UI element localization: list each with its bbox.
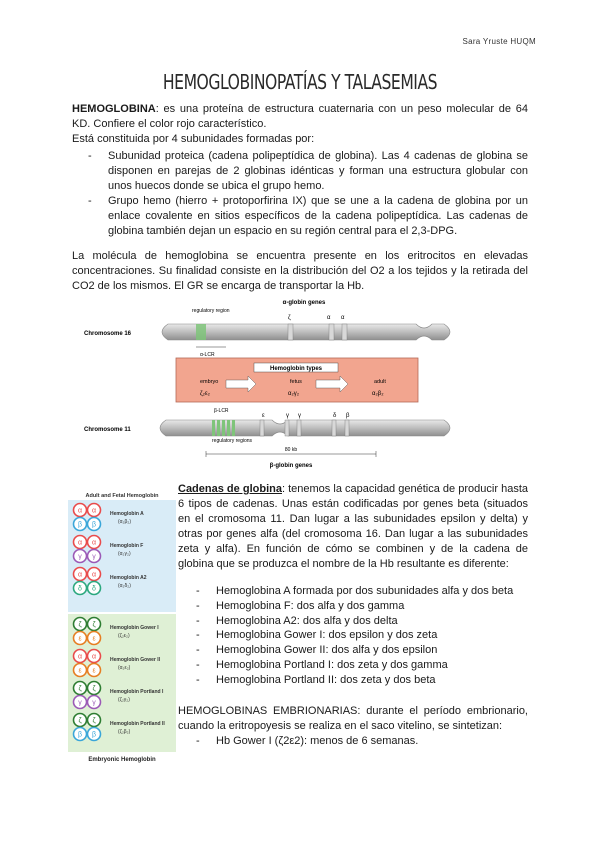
fetus-formula: α₂γ₂ (288, 391, 300, 397)
globin-subunit-symbol: δ (92, 585, 96, 593)
globin-subunit-symbol: δ (78, 585, 82, 593)
bullet-dash: - (196, 614, 200, 627)
embryo-label: embryo (200, 379, 219, 385)
globin-subunit-symbol: ζ (92, 621, 96, 629)
globin-genes-figure (76, 296, 526, 471)
adult-label: adult (374, 379, 386, 385)
alpha2-gene-label: α (327, 315, 331, 321)
bullet-dash: - (88, 150, 92, 162)
hemoglobin-formula: (α₂δ₂) (118, 583, 131, 589)
globin-subunit-symbol: α (77, 571, 83, 579)
list-item-text: Hemoglobina Gower I: dos epsilon y dos zeta (216, 629, 438, 642)
globin-subunit-symbol: γ (78, 553, 82, 561)
hemoglobin-types-box (176, 358, 418, 402)
subunit-list (88, 149, 528, 239)
alpha1-gene-label: α (341, 315, 345, 321)
hemoglobin-formula: (ζ₂β₂) (118, 729, 131, 735)
kb-label: 80 kb (284, 447, 298, 453)
author-name: Sara Yruste HUQM (462, 37, 536, 46)
hemoglobin-composition-figure (68, 488, 176, 764)
list-item-text: Hemoglobina Portland II: dos zeta y dos beta (216, 673, 436, 686)
globin-subunit-symbol: α (77, 539, 83, 547)
bullet-dash: - (196, 585, 200, 597)
embryo-formula: ζ₂ε₂ (200, 391, 210, 397)
globin-subunit-symbol: ζ (92, 685, 96, 693)
globin-subunit-symbol: β (77, 731, 83, 739)
list-item-text: Hb Gower I (ζ2ε2): menos de 6 semanas. (216, 735, 419, 747)
page-title: HEMOGLOBINOPATÍAS Y TALASEMIAS (162, 70, 438, 94)
hemoglobin-formula: (ζ₂ε₂) (118, 633, 130, 639)
alpha-genes-label: α-globin genes (282, 300, 326, 306)
embryonic-paragraph: HEMOGLOBINAS EMBRIONARIAS: durante el período embrionario, cuando la eritropoyesis se realiza en el saco vitelino, se sintetizan: (178, 705, 528, 732)
beta-genes-label: β-globin genes (269, 463, 313, 469)
list-item (196, 628, 526, 643)
hemoglobina-term: HEMOGLOBINA (72, 103, 156, 115)
epsilon-gene-label: ε (262, 413, 265, 419)
globin-subunit-symbol: β (91, 731, 97, 739)
list-item (196, 658, 526, 673)
list-item-text: Hemoglobina A formada por dos subunidades alfa y dos beta (216, 585, 514, 597)
adult-fetal-title: Adult and Fetal Hemoglobin (85, 493, 159, 499)
zeta-gene-label: ζ (288, 315, 291, 321)
list-item-text: Grupo hemo (hierro + protoporfirina IX) que se une a la cadena de globina por un enlace covalente en sitios específicos de la cadena polipeptídica. Las cadenas de globina también dejan un espacio en su región central para el 2,3-DPG. (108, 195, 528, 237)
globin-subunit-symbol: ζ (78, 621, 82, 629)
globin-chains-paragraph (178, 482, 528, 572)
globin-subunit-symbol: ζ (78, 717, 82, 725)
intro-line2: Está constituida por 4 subunidades formadas por: (72, 133, 315, 145)
list-item-text: Hemoglobina Gower II: dos alfa y dos epsilon (216, 644, 438, 657)
globin-subunit-symbol: α (91, 653, 97, 661)
hemoglobin-name: Hemoglobin Portland II (110, 721, 165, 727)
globin-subunit-symbol: α (91, 507, 97, 515)
bullet-dash: - (196, 735, 200, 747)
globin-subunit-symbol: γ (92, 553, 96, 561)
list-item-text: Subunidad proteica (cadena polipeptídica de globina). Las 4 cadenas de globina se disponen en parejas de 2 globinas idénticas y forman una estructura globular con unos huecos donde se ubica el grupo hemo. (108, 150, 528, 192)
chromosome-16 (162, 324, 450, 340)
globin-subunit-symbol: γ (78, 699, 82, 707)
adult-formula: α₂β₂ (372, 391, 384, 397)
list-item-text: Hemoglobina F: dos alfa y dos gamma (216, 599, 405, 612)
alpha-lcr-label: α-LCR (200, 352, 215, 358)
delta-gene-label: δ (333, 413, 337, 419)
bullet-dash: - (196, 629, 200, 642)
hemoglobin-name: Hemoglobin Gower I (110, 625, 159, 631)
list-item (196, 599, 526, 614)
fetus-label: fetus (290, 379, 302, 385)
globin-subunit-symbol: α (77, 653, 83, 661)
chromosome-11 (160, 420, 450, 436)
globin-subunit-symbol: α (91, 539, 97, 547)
bullet-dash: - (196, 599, 200, 612)
list-item (196, 673, 526, 688)
globin-subunit-symbol: β (77, 521, 83, 529)
hemoglobin-name: Hemoglobin A (110, 511, 144, 517)
bullet-dash: - (196, 673, 200, 686)
globin-subunit-symbol: ε (92, 635, 96, 643)
paragraph-hemoglobin-function: La molécula de hemoglobina se encuentra presente en los eritrocitos en elevadas concentraciones. Su finalidad consiste en la distribución del O2 a los tejidos y la retirada del CO2 de los mismos. El GR se encarga de transportar la Hb. (72, 250, 528, 292)
list-item (196, 614, 526, 629)
hemoglobin-formula: (α₂β₂) (118, 519, 131, 525)
embryonic-title: Embryonic Hemoglobin (88, 757, 156, 763)
hemoglobin-name: Hemoglobin A2 (110, 575, 147, 581)
globin-subunit-symbol: ε (92, 667, 96, 675)
gamma-g-gene-label: γ (286, 413, 289, 419)
regulatory-regions-label: regulatory regions (212, 438, 253, 444)
hemoglobin-name: Hemoglobin Gower II (110, 657, 161, 663)
hemoglobin-types-title: Hemoglobin types (269, 366, 323, 372)
hemoglobin-formula: (α₂γ₂) (118, 551, 131, 557)
globin-subunit-symbol: β (91, 521, 97, 529)
list-item (196, 643, 526, 658)
globin-subunit-symbol: γ (92, 699, 96, 707)
list-item-text: Hemoglobina Portland I: dos zeta y dos gamma (216, 658, 448, 671)
list-item (88, 149, 528, 194)
bullet-dash: - (196, 644, 200, 657)
globin-chains-term: Cadenas de globina (178, 483, 282, 495)
beta-gene-label: β (346, 413, 350, 419)
intro-paragraph (72, 102, 528, 147)
globin-subunit-symbol: α (77, 507, 83, 515)
list-item (196, 734, 526, 749)
globin-subunit-symbol: ε (78, 667, 82, 675)
embryonic-list (196, 734, 526, 749)
list-item-text: Hemoglobina A2: dos alfa y dos delta (216, 614, 398, 627)
globin-chains-text: : tenemos la capacidad genética de producir hasta 6 tipos de cadenas. Unas están codificadas por genes beta (situados en el cromosoma 11. Dan lugar a las subunidades epsilon y delta) y otras por genes alfa (del cromosoma 16. Dan lugar a las subunidades zeta y alfa). En función de cómo se combinen y de la cadena de globina que se produzca el nombre de la Hb resultante es diferente: (178, 483, 528, 570)
hemoglobin-name: Hemoglobin F (110, 543, 144, 549)
chromosome-16-label: Chromosome 16 (84, 331, 132, 337)
regulatory-region-label: regulatory region (192, 308, 230, 314)
bullet-dash: - (196, 658, 200, 671)
bullet-dash: - (88, 195, 92, 207)
globin-subunit-symbol: α (91, 571, 97, 579)
globin-subunit-symbol: ζ (78, 685, 82, 693)
intro-text: : es una proteína de estructura cuaternaria con un peso molecular de 64 KD. Confiere el color rojo característico. (72, 103, 528, 130)
list-item (88, 194, 528, 239)
hemoglobin-name: Hemoglobin Portland I (110, 689, 164, 695)
chromosome-11-label: Chromosome 11 (84, 427, 131, 433)
hemoglobin-formula: (α₂ε₂) (118, 665, 131, 671)
globin-subunit-symbol: ζ (92, 717, 96, 725)
gamma-a-gene-label: γ (298, 413, 301, 419)
beta-lcr-label: β-LCR (214, 408, 229, 414)
globin-subunit-symbol: ε (78, 635, 82, 643)
hemoglobin-type-list (196, 584, 526, 688)
list-item (196, 584, 526, 599)
hemoglobin-formula: (ζ₂γ₂) (118, 697, 130, 703)
